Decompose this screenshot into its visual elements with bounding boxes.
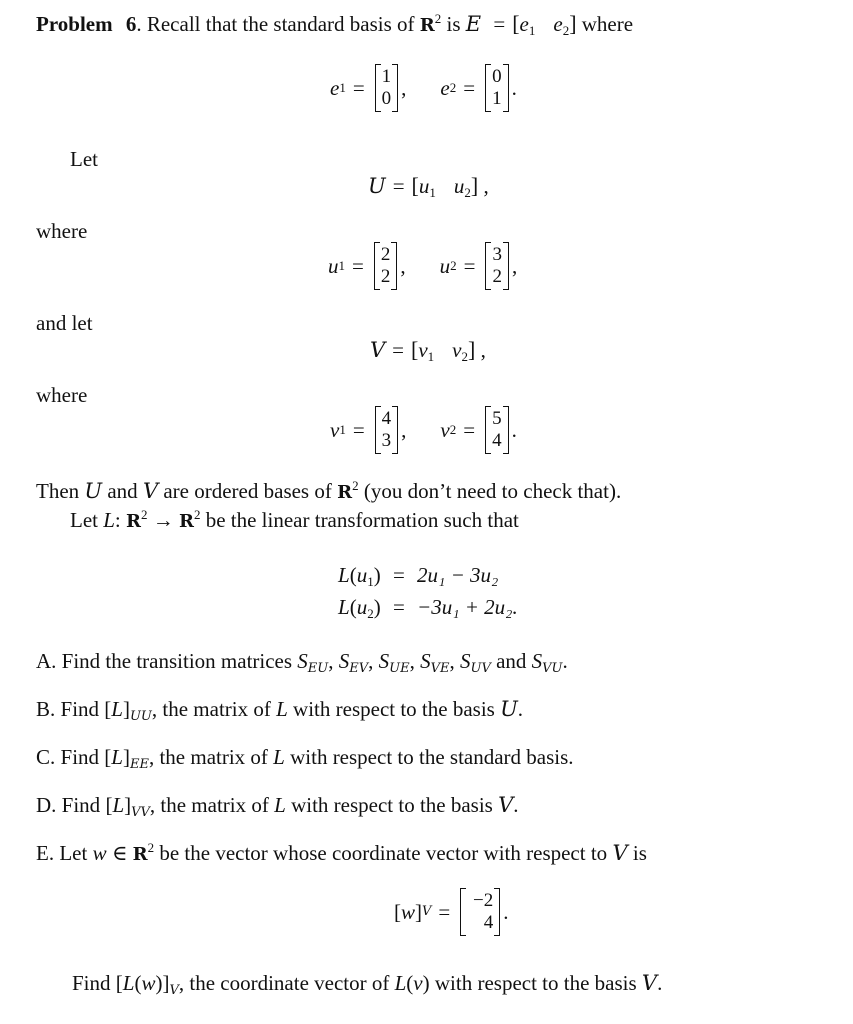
part-c: C. Find $[L]_{EE}$, the matrix of L with respect to the standard basis.	[36, 745, 574, 772]
transform-eq-1: $L(u_1) = 2u_1 - 3u_2$	[338, 563, 499, 589]
basis-U-definition: $U = [u_1$ $u_2$] ,	[368, 173, 489, 200]
part-b: B. Find $[L]_{UU}$, the matrix of L with respect to the basis U.	[36, 697, 524, 724]
reals-symbol: R	[419, 15, 435, 36]
statement-line-1: Then U and V are ordered bases of $R^2$ (you don’t need to check that).	[36, 478, 622, 503]
u1-matrix: 2 2	[374, 242, 398, 290]
basis-U-vectors: u 1 = 2 2 , u 2 = 3 2 ,	[328, 242, 517, 290]
part-a: A. Find the transition matrices $S_{EU}$, $S_{EV}$, $S_{UE}$, $S_{VE}$, $S_{UV}$ and $S_{VU}$.	[36, 649, 568, 676]
v1-matrix: 4 3	[375, 406, 399, 454]
final-question: Find $[L(w)]_V$, the coordinate vector of L(v) with respect to the basis V.	[72, 971, 663, 998]
label-and-let: and let	[36, 311, 93, 335]
problem-number: 6	[125, 12, 137, 36]
e2-matrix: 0 1	[485, 64, 509, 112]
e1-matrix: 1 0	[375, 64, 399, 112]
basis-V-definition: $V = [v_1$ $v_2$] ,	[370, 337, 486, 364]
intro-text: . Recall that the standard basis of	[136, 12, 420, 36]
w-coordinate-vector: [ w ] V = −2 4 .	[394, 888, 509, 936]
problem-header: Problem 6. Recall that the standard basis of $R^2$ is $E = [e_1$ $e_2$] where	[36, 11, 634, 38]
part-d: D. Find $[L]_{VV}$, the matrix of L with respect to the basis V.	[36, 793, 519, 820]
standard-basis-vectors: e 1 = 1 0 , e 2 = 0 1 .	[330, 64, 517, 112]
label-where-1: where	[36, 219, 88, 243]
basis-V-vectors: v 1 = 4 3 , v 2 = 5 4 .	[330, 406, 517, 454]
transform-eq-2: $L(u_2) = -3u_1 + 2u_2$.	[338, 595, 518, 621]
part-e: E. Let w ∈ $R^2$ be the vector whose coordinate vector with respect to V is	[36, 840, 647, 865]
problem-label: Problem	[36, 12, 113, 36]
label-where-2: where	[36, 383, 88, 407]
u2-matrix: 3 2	[485, 242, 509, 290]
label-let: Let	[70, 147, 98, 171]
v2-matrix: 5 4	[485, 406, 509, 454]
w-matrix: −2 4	[460, 888, 500, 936]
statement-line-2: Let L: $R^2 \to R^2$ be the linear transformation such that	[70, 507, 519, 532]
